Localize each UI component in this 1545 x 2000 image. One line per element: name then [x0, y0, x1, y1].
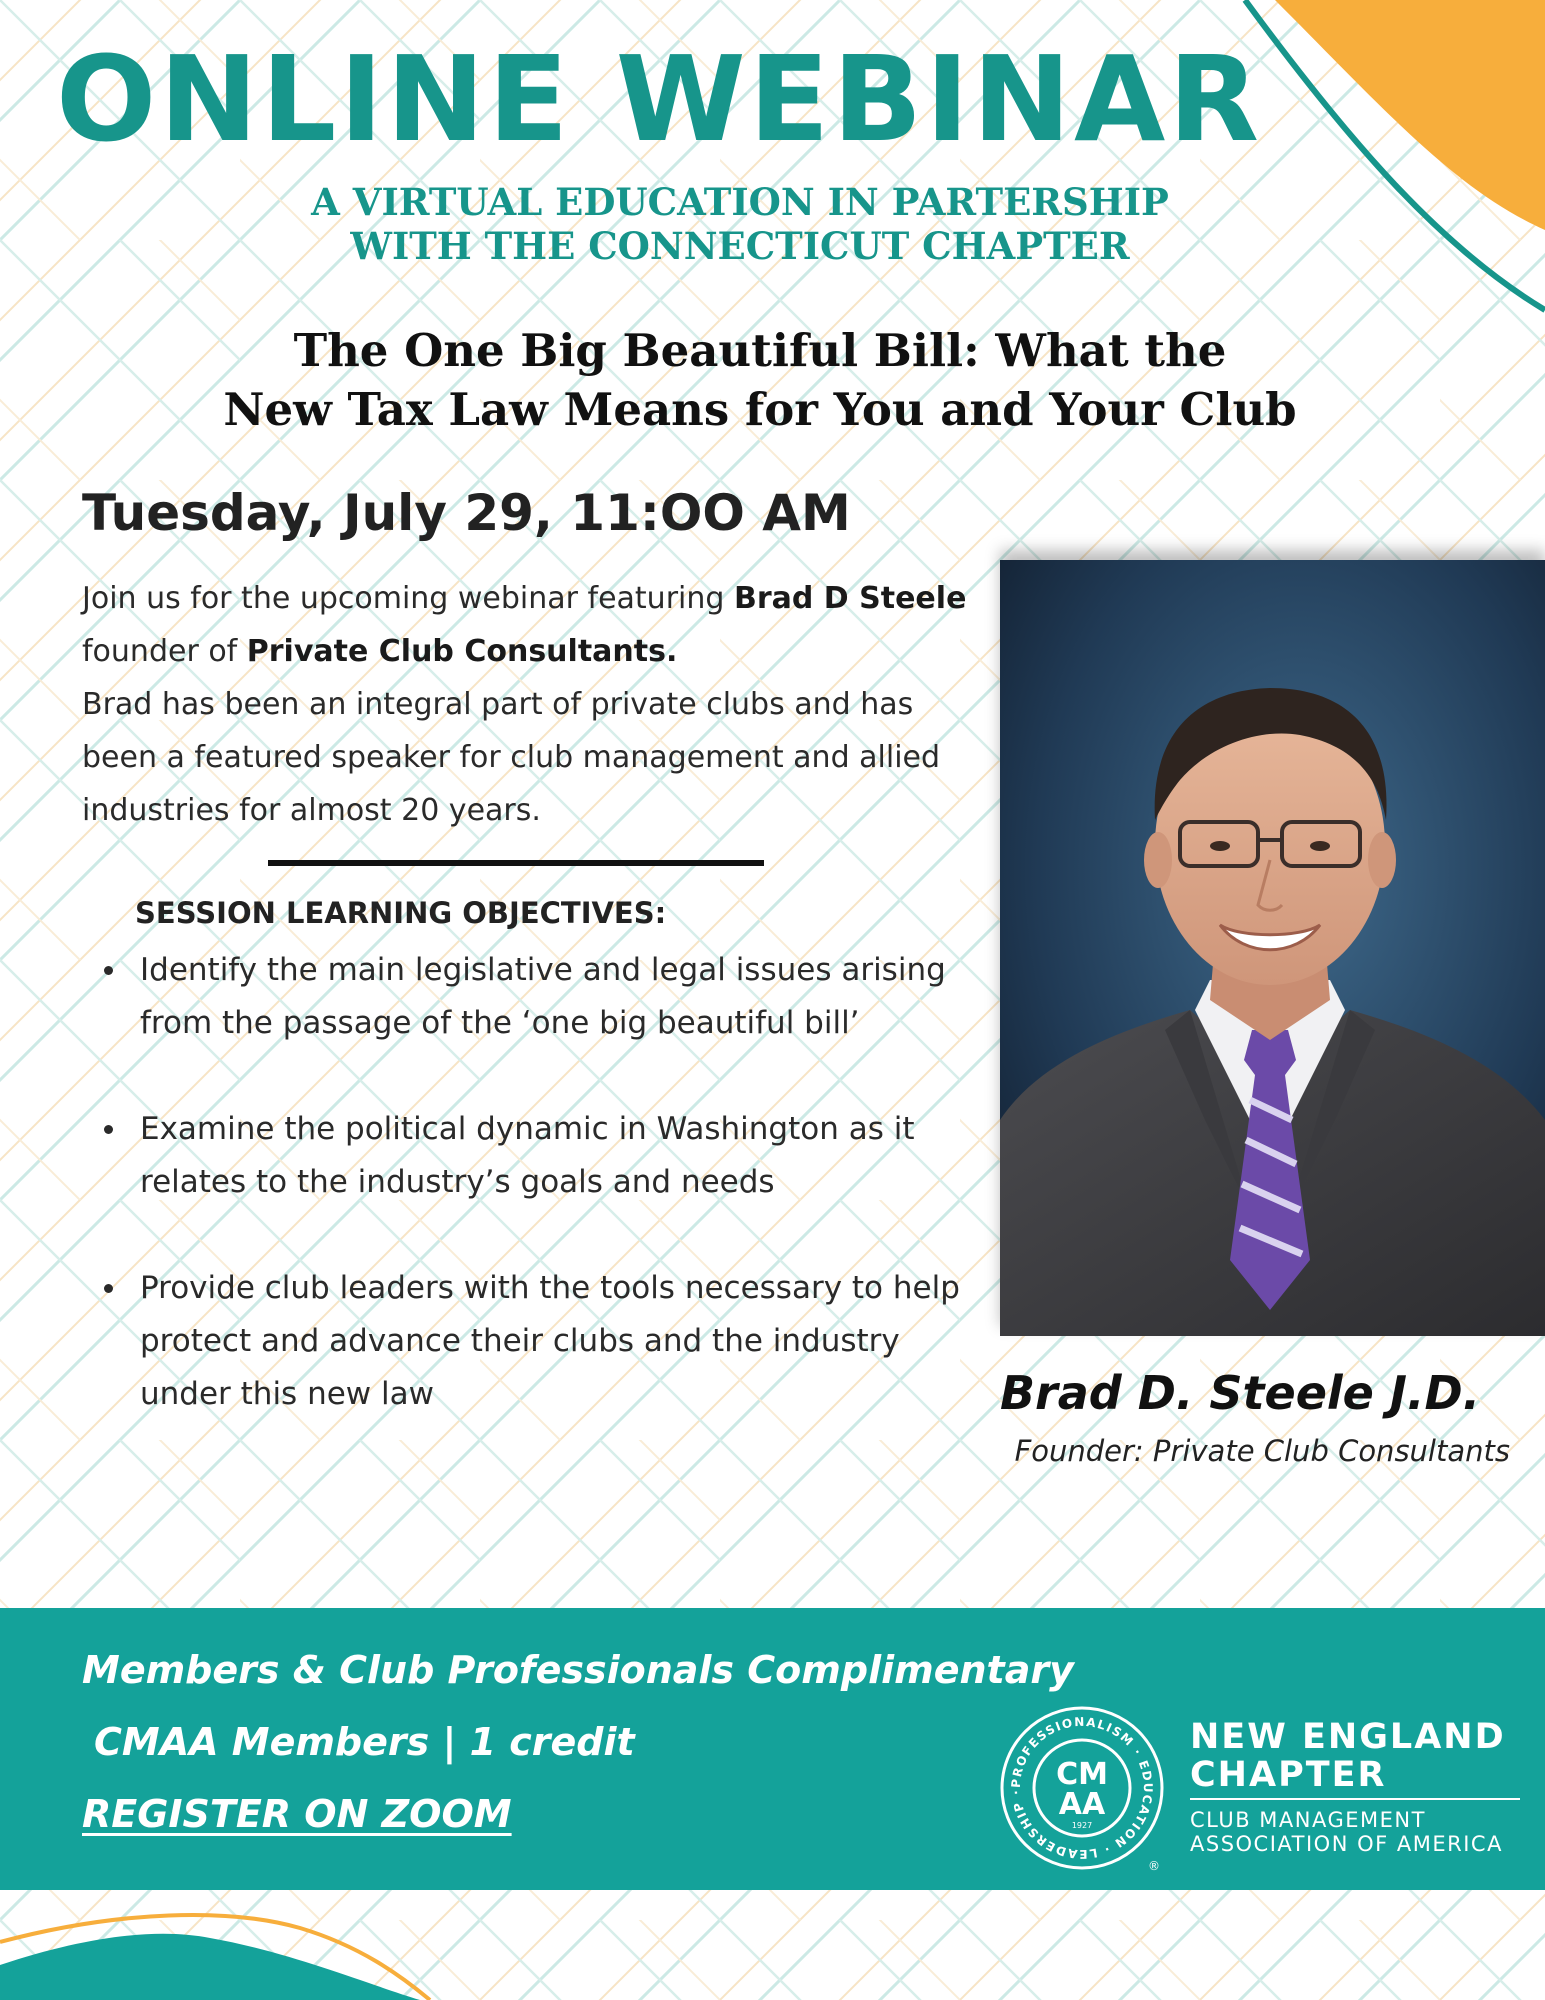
speaker-name-inline: Brad D Steele	[733, 581, 967, 616]
org-name	[1190, 1718, 1520, 1794]
seal-ring-text: PROFESSIONALISM · EDUCATION · LEADERSHIP ·	[1008, 1714, 1156, 1862]
speaker-name: Brad D. Steele J.D.	[1000, 1366, 1481, 1420]
divider	[268, 860, 764, 866]
objective-text: Provide club leaders with the tools necessary to help protect and advance their clubs and the industry under this new law	[140, 1270, 960, 1412]
corner-swoosh-bottom	[0, 1890, 560, 2000]
intro-mid: founder of	[82, 634, 247, 669]
objective-item	[98, 1103, 978, 1209]
headline: ONLINE WEBINAR	[56, 30, 1263, 168]
pricing-note: Members & Club Professionals Complimentary	[82, 1648, 1074, 1692]
objective-text: Identify the main legislative and legal issues arising from the passage of the ‘one big beautiful bill’	[140, 952, 946, 1041]
webinar-title-line: New Tax Law Means for You and Your Club	[223, 382, 1297, 436]
org-name-line: CHAPTER	[1190, 1755, 1387, 1795]
org-wordmark	[1190, 1718, 1520, 1856]
speaker-bio: Brad has been an integral part of private clubs and has been a featured speaker for club management and allied industries for almost 20 years.	[82, 687, 941, 828]
org-name-line: NEW ENGLAND	[1190, 1717, 1506, 1757]
event-date: Tuesday, July 29, 11:OO AM	[82, 484, 851, 542]
subheadline	[300, 180, 1180, 269]
seal-letters-bottom: AA	[1058, 1787, 1106, 1822]
company-name-inline: Private Club Consultants.	[246, 634, 678, 669]
footer-band	[0, 1608, 1545, 1890]
intro-paragraph	[82, 572, 982, 837]
objective-item	[98, 1262, 978, 1421]
credit-note: CMAA Members | 1 credit	[94, 1720, 635, 1764]
objectives-heading: SESSION LEARNING OBJECTIVES:	[135, 896, 667, 930]
org-subtitle-line: ASSOCIATION OF AMERICA	[1190, 1832, 1503, 1856]
org-subtitle-line: CLUB MANAGEMENT	[1190, 1808, 1426, 1832]
registered-mark: ®	[1148, 1859, 1160, 1872]
intro-lead: Join us for the upcoming webinar featuring	[82, 581, 734, 616]
org-rule	[1190, 1798, 1520, 1800]
seal-year: 1927	[1071, 1821, 1093, 1830]
objective-text: Examine the political dynamic in Washington as it relates to the industry’s goals and needs	[140, 1111, 915, 1200]
cmaa-seal-logo	[998, 1704, 1166, 1872]
org-subtitle	[1190, 1808, 1520, 1856]
subheadline-line: WITH THE CONNECTICUT CHAPTER	[350, 224, 1130, 269]
webinar-title	[80, 322, 1440, 439]
bullet-icon	[104, 1284, 113, 1293]
bullet-icon	[104, 966, 113, 975]
objectives-list	[98, 944, 978, 1474]
objective-item	[98, 944, 978, 1050]
seal-letters-top: CM	[1056, 1757, 1108, 1792]
bullet-icon	[104, 1125, 113, 1134]
register-link[interactable]: REGISTER ON ZOOM	[82, 1792, 512, 1836]
speaker-role: Founder: Private Club Consultants	[1014, 1434, 1510, 1468]
webinar-title-line: The One Big Beautiful Bill: What the	[293, 324, 1227, 377]
speaker-photo	[1000, 560, 1545, 1336]
subheadline-line: A VIRTUAL EDUCATION IN PARTERSHIP	[311, 180, 1169, 224]
